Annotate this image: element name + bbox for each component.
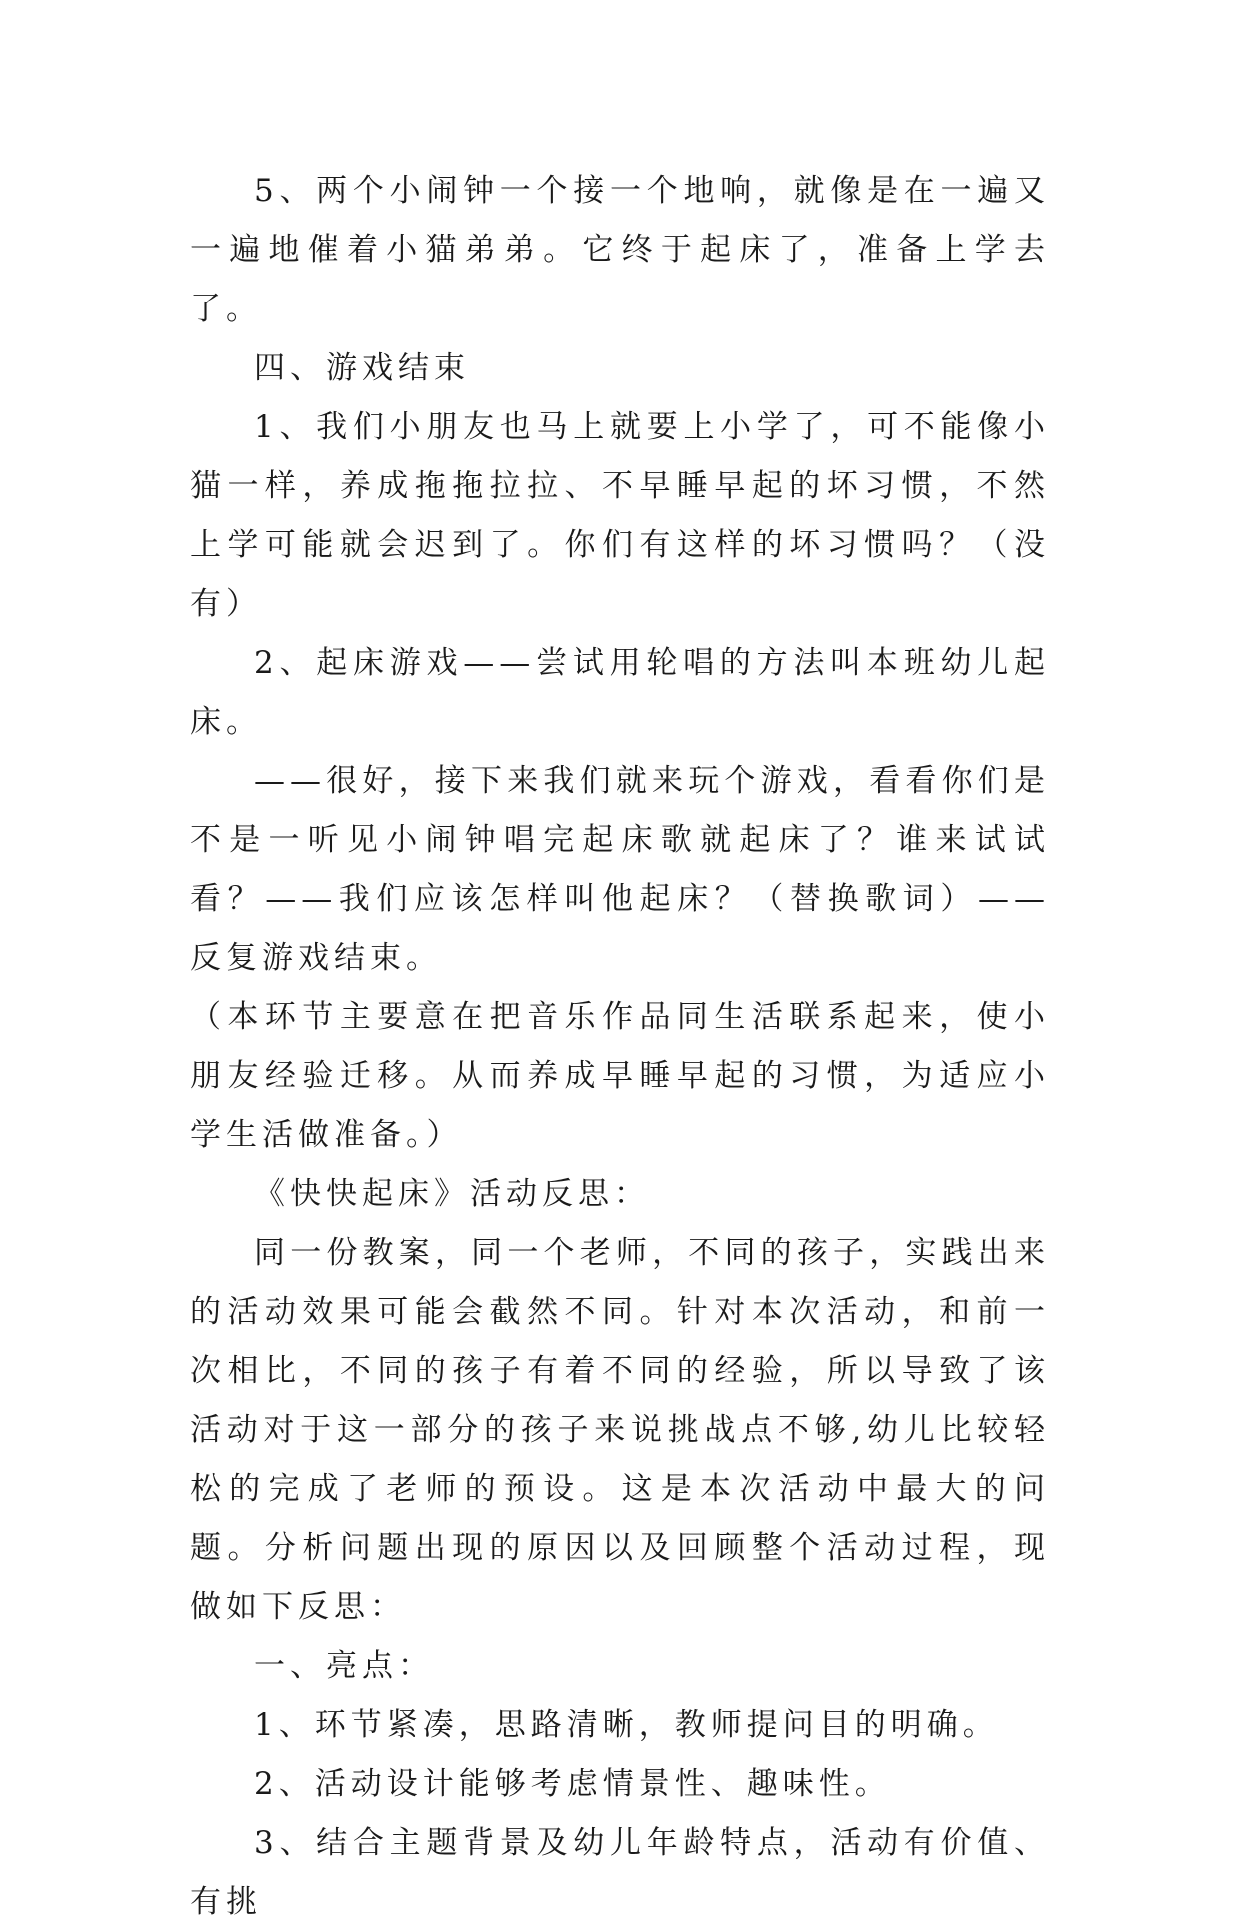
paragraph-item-1: 1、我们小朋友也马上就要上小学了，可不能像小猫一样，养成拖拖拉拉、不早睡早起的坏习惯，不然上学可能就会迟到了。你们有这样的坏习惯吗？（没有）: [190, 409, 1050, 622]
paragraph-game-dialogue: ——很好，接下来我们就来玩个游戏，看看你们是不是一听见小闹钟唱完起床歌就起床了？谁来试试看？——我们应该怎样叫他起床？（替换歌词）——反复游戏结束。: [190, 763, 1050, 976]
document-body: [190, 162, 1050, 1932]
paragraph-item-2: 2、起床游戏——尝试用轮唱的方法叫本班幼儿起床。: [190, 645, 1050, 740]
paragraph-note: （本环节主要意在把音乐作品同生活联系起来，使小朋友经验迁移。从而养成早睡早起的习惯，为适应小学生活做准备。）: [190, 999, 1050, 1153]
highlight-item-1: 1、环节紧凑，思路清晰，教师提问目的明确。: [254, 1707, 999, 1743]
section-heading-game-end: 四、游戏结束: [254, 350, 470, 386]
section-heading-reflection: 《快快起床》活动反思：: [254, 1176, 650, 1212]
paragraph-item-5: 5、两个小闹钟一个接一个地响，就像是在一遍又一遍地催着小猫弟弟。它终于起床了，准备上学去了。: [190, 173, 1050, 327]
paragraph-reflection-intro: 同一份教案，同一个老师，不同的孩子，实践出来的活动效果可能会截然不同。针对本次活动，和前一次相比，不同的孩子有着不同的经验，所以导致了该活动对于这一部分的孩子来说挑战点不够,幼儿比较轻松的完成了老师的预设。这是本次活动中最大的问题。分析问题出现的原因以及回顾整个活动过程，现做如下反思：: [190, 1235, 1050, 1625]
highlight-item-3: 3、结合主题背景及幼儿年龄特点，活动有价值、有挑: [190, 1825, 1050, 1920]
highlight-item-2: 2、活动设计能够考虑情景性、趣味性。: [254, 1766, 891, 1802]
section-heading-highlights: 一、亮点：: [254, 1648, 434, 1684]
